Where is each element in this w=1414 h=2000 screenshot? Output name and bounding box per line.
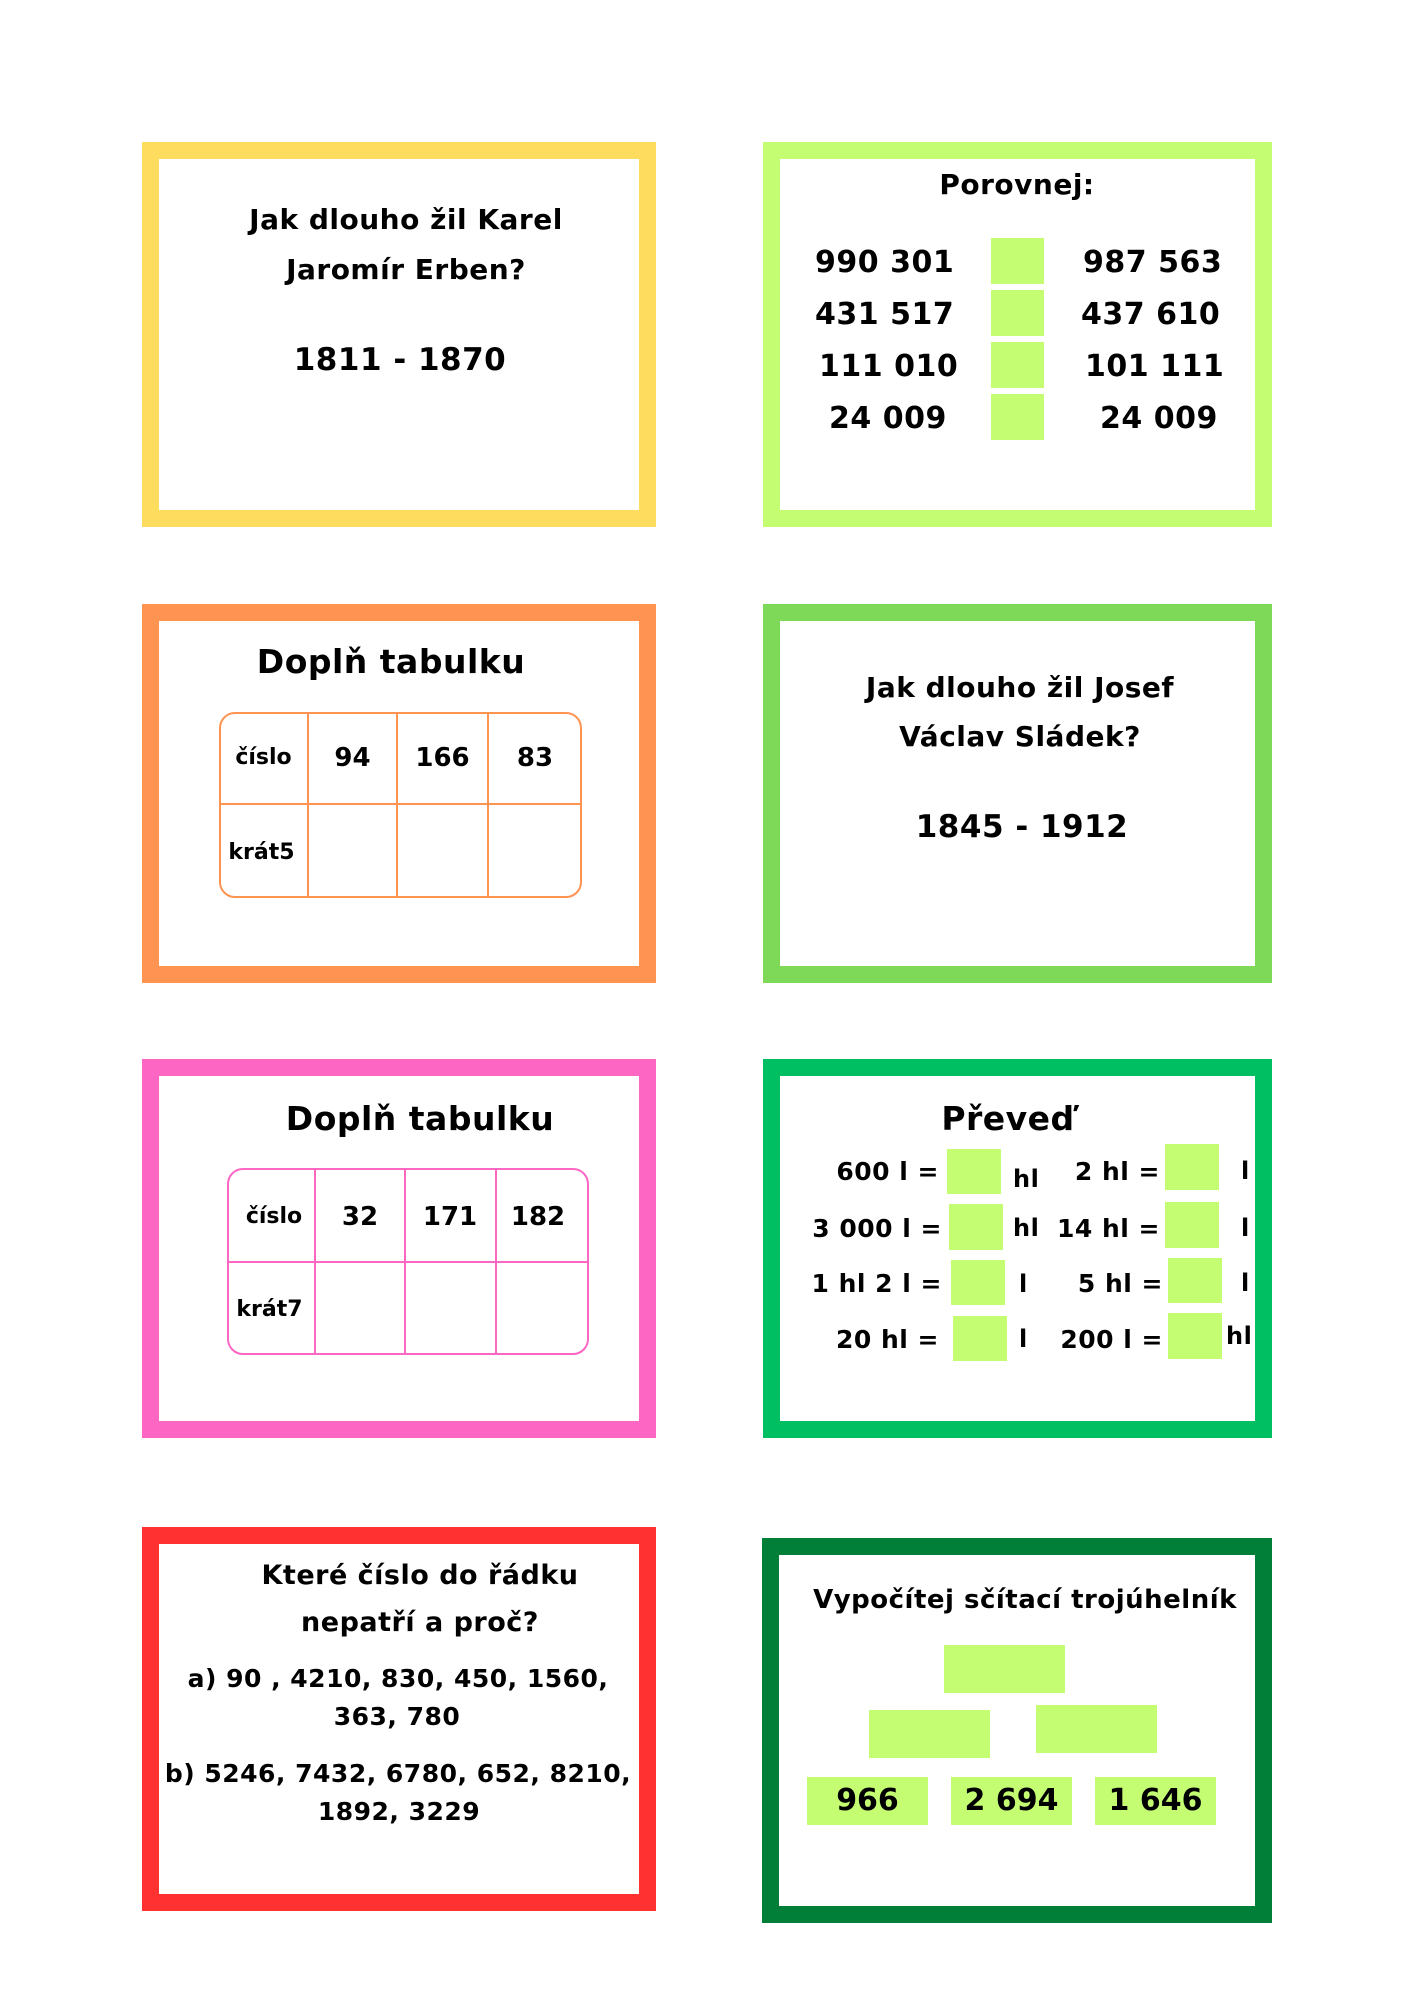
sladek-question-line1: Jak dlouho žil Josef xyxy=(865,671,1175,704)
convert-left-unit-3: l xyxy=(1019,1270,1028,1298)
convert-answer-box-right-4[interactable] xyxy=(1168,1313,1222,1359)
compare-answer-box-1[interactable] xyxy=(991,238,1044,284)
card-erben xyxy=(142,142,656,527)
table7-label-cislo: číslo xyxy=(245,1204,303,1229)
convert-answer-box-right-1[interactable] xyxy=(1165,1144,1219,1190)
compare-left-1: 990 301 xyxy=(815,245,955,280)
table5-label-cislo: číslo xyxy=(235,745,292,770)
odd-title-line1: Které číslo do řádku xyxy=(261,1560,579,1591)
compare-right-3: 101 111 xyxy=(1085,349,1225,384)
table5-label-krat5: krát5 xyxy=(228,840,295,865)
convert-right-unit-2: l xyxy=(1241,1214,1250,1242)
triangle-middle-right-box[interactable] xyxy=(1036,1705,1157,1753)
convert-title: Převeď xyxy=(941,1099,1075,1138)
compare-answer-box-3[interactable] xyxy=(991,342,1044,388)
odd-b-line2: 1892, 3229 xyxy=(317,1797,481,1826)
compare-answer-box-2[interactable] xyxy=(991,290,1044,336)
table7-answer-cell[interactable] xyxy=(406,1263,494,1353)
odd-a-line2: 363, 780 xyxy=(333,1702,461,1731)
convert-left-unit-1: hl xyxy=(1013,1165,1040,1193)
convert-right-expr-3: 5 hl = xyxy=(1077,1269,1163,1298)
triangle-middle-left-box[interactable] xyxy=(869,1710,990,1758)
odd-a-line1: a) 90 , 4210, 830, 450, 1560, xyxy=(187,1664,609,1693)
table5-answer-cell[interactable] xyxy=(489,805,580,896)
erben-years: 1811 - 1870 xyxy=(293,342,507,378)
triangle-top-box[interactable] xyxy=(944,1645,1065,1693)
table7-value: 32 xyxy=(341,1202,379,1232)
convert-left-expr-1: 600 l = xyxy=(836,1157,939,1186)
triangle-bottom-box-2: 2 694 xyxy=(951,1777,1072,1825)
table7-value: 182 xyxy=(510,1202,566,1232)
convert-left-expr-4: 20 hl = xyxy=(835,1325,939,1354)
card-sladek xyxy=(763,604,1272,983)
convert-right-unit-1: l xyxy=(1241,1157,1250,1185)
convert-answer-box-left-3[interactable] xyxy=(951,1260,1005,1305)
convert-answer-box-left-2[interactable] xyxy=(949,1204,1003,1250)
compare-left-4: 24 009 xyxy=(829,401,947,436)
table7-value: 171 xyxy=(422,1202,478,1232)
compare-right-1: 987 563 xyxy=(1083,245,1223,280)
sladek-years: 1845 - 1912 xyxy=(915,809,1129,845)
triangle-title: Vypočítej sčítací trojúhelník xyxy=(813,1585,1237,1615)
convert-left-unit-4: l xyxy=(1019,1325,1028,1353)
table5-value: 83 xyxy=(516,743,554,773)
convert-right-expr-2: 14 hl = xyxy=(1056,1214,1160,1243)
convert-left-expr-2: 3 000 l = xyxy=(812,1214,942,1243)
erben-question-line2: Jaromír Erben? xyxy=(286,253,526,286)
convert-right-expr-1: 2 hl = xyxy=(1074,1157,1160,1186)
table5-answer-cell[interactable] xyxy=(309,805,395,896)
convert-answer-box-left-4[interactable] xyxy=(953,1316,1007,1361)
table7-label-krat7: krát7 xyxy=(236,1297,303,1322)
compare-right-2: 437 610 xyxy=(1081,297,1221,332)
erben-question-line1: Jak dlouho žil Karel xyxy=(249,203,563,236)
convert-right-expr-4: 200 l = xyxy=(1060,1325,1163,1354)
convert-right-unit-4: hl xyxy=(1226,1322,1253,1350)
convert-right-unit-3: l xyxy=(1241,1269,1250,1297)
triangle-bottom-box-3: 1 646 xyxy=(1095,1777,1216,1825)
table7-answer-cell[interactable] xyxy=(316,1263,403,1353)
convert-left-expr-3: 1 hl 2 l = xyxy=(811,1269,942,1298)
compare-left-3: 111 010 xyxy=(819,349,959,384)
sladek-question-line2: Václav Sládek? xyxy=(899,720,1141,753)
convert-answer-box-left-1[interactable] xyxy=(947,1149,1001,1194)
convert-answer-box-right-3[interactable] xyxy=(1168,1258,1222,1303)
compare-title: Porovnej: xyxy=(939,168,1095,201)
triangle-bottom-box-1: 966 xyxy=(807,1777,928,1825)
convert-left-unit-2: hl xyxy=(1013,1214,1040,1242)
odd-title-line2: nepatří a proč? xyxy=(301,1607,539,1638)
table7-answer-cell[interactable] xyxy=(497,1263,587,1353)
odd-b-line1: b) 5246, 7432, 6780, 652, 8210, xyxy=(164,1759,632,1788)
compare-right-4: 24 009 xyxy=(1100,401,1218,436)
convert-answer-box-right-2[interactable] xyxy=(1165,1202,1219,1248)
compare-answer-box-4[interactable] xyxy=(991,394,1044,440)
table5-value: 94 xyxy=(334,743,371,773)
table5-answer-cell[interactable] xyxy=(398,805,486,896)
table5-value: 166 xyxy=(415,743,470,773)
table7-title: Doplň tabulku xyxy=(285,1099,555,1138)
table5-title: Doplň tabulku xyxy=(256,642,526,681)
compare-left-2: 431 517 xyxy=(815,297,955,332)
